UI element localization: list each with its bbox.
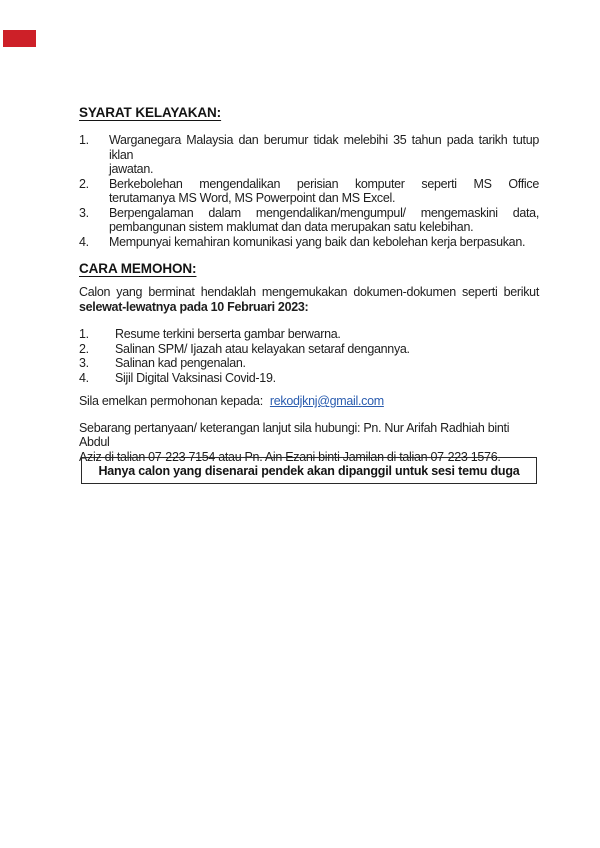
email-link[interactable]: rekodjknj@gmail.com bbox=[269, 394, 384, 408]
list-item bbox=[79, 371, 539, 386]
item-text: Resume terkini berserta gambar berwarna. bbox=[115, 327, 341, 341]
red-redaction-mark bbox=[3, 30, 36, 47]
intro-paragraph bbox=[79, 285, 539, 314]
section-title-syarat-kelayakan: SYARAT KELAYAKAN: bbox=[79, 105, 222, 120]
item-text: Mempunyai kemahiran komunikasi yang baik dan kebolehan kerja berpasukan. bbox=[109, 234, 526, 249]
item-text: Sijil Digital Vaksinasi Covid-19. bbox=[115, 370, 276, 385]
notice-box bbox=[81, 457, 537, 484]
list-item bbox=[79, 235, 539, 250]
item-text: Salinan SPM/ Ijazah atau kelayakan setaraf dengannya. bbox=[115, 341, 410, 356]
notice-text: Hanya calon yang disenarai pendek akan dipanggil untuk sesi temu duga bbox=[98, 463, 520, 478]
list-item bbox=[79, 177, 539, 206]
item-number: 1. bbox=[79, 133, 89, 147]
item-text: Salinan kad pengenalan. bbox=[115, 356, 246, 370]
cara-list bbox=[79, 327, 539, 385]
list-item bbox=[79, 327, 539, 342]
item-number: 2. bbox=[79, 341, 89, 356]
email-label: Sila emelkan permohonan kepada: bbox=[79, 394, 263, 408]
item-text: Warganegara Malaysia dan berumur tidak melebihi 35 tahun pada tarikh tutup iklan jawatan. bbox=[109, 133, 539, 176]
item-number: 1. bbox=[79, 327, 89, 341]
list-item bbox=[79, 206, 539, 235]
section-title-cara-memohon: CARA MEMOHON: bbox=[79, 261, 197, 276]
item-text: Berpengalaman dalam mengendalikan/mengumpul/ mengemaskini data, pembangunan sistem maklumat dan data merupakan satu kelebihan. bbox=[109, 205, 539, 234]
item-number: 4. bbox=[79, 234, 89, 249]
email-instruction-line bbox=[79, 394, 539, 409]
list-item bbox=[79, 133, 539, 177]
intro-line-1: Calon yang berminat hendaklah mengemukakan dokumen-dokumen seperti berikut bbox=[79, 285, 539, 299]
syarat-list bbox=[79, 133, 539, 249]
deadline-text: selewat-lewatnya pada 10 Februari 2023: bbox=[79, 299, 309, 314]
item-number: 2. bbox=[79, 176, 89, 191]
list-item bbox=[79, 342, 539, 357]
item-number: 4. bbox=[79, 370, 89, 385]
contact-line-2: Aziz di talian 07-223 7154 atau Pn. Ain Ezani binti Jamilan di talian 07-223 1576. bbox=[79, 449, 501, 464]
item-text: Berkebolehan mengendalikan perisian komputer seperti MS Office terutamanya MS Word, MS Powerpoint dan MS Excel. bbox=[109, 176, 539, 205]
list-item bbox=[79, 356, 539, 371]
document-content bbox=[79, 0, 539, 464]
contact-line-1: Sebarang pertanyaan/ keterangan lanjut sila hubungi: Pn. Nur Arifah Radhiah binti Abdul bbox=[79, 420, 510, 449]
item-number: 3. bbox=[79, 356, 89, 370]
item-number: 3. bbox=[79, 205, 89, 220]
